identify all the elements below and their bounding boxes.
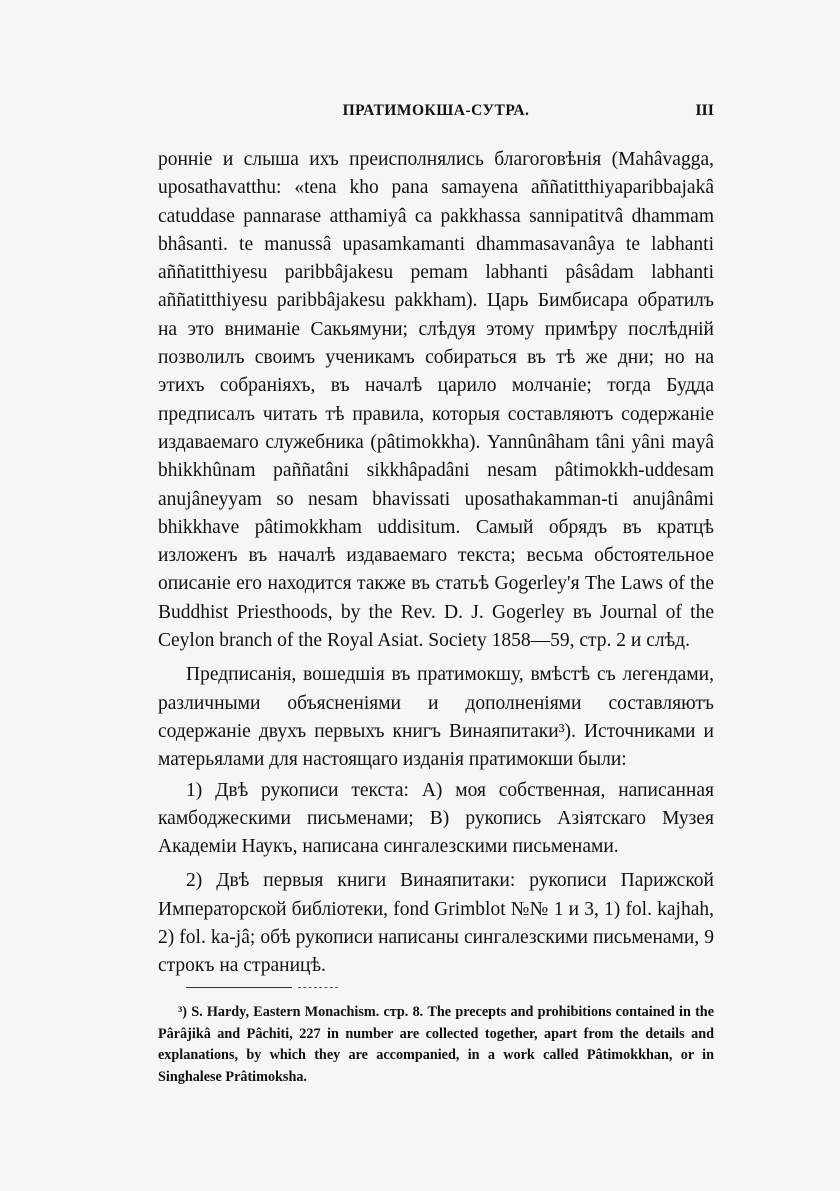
body-text: [158, 146, 714, 981]
paragraph-1: ронніе и слыша ихъ преисполнялись благоговѣнія (Mahâvagga, uposathavatthu: «tena kho pana samayena aññatitthiyaparibbajakâ catuddase pannarase atthamiyâ ca pakkhassa sannipatitvâ dhammam bhâsanti. te manussâ upasamkamanti dhammasavanâya te labhanti aññatitthiyesu paribbâjakesu pemam labhanti pâsâdam labhanti aññatitthiyesu paribbâjakesu pakkham). Царь Бимбисара обратилъ на это вниманіе Сакьямуни; слѣдуя этому примѣру послѣдній позволилъ своимъ ученикамъ собираться въ тѣ же дни; но на этихъ собраніяхъ, въ началѣ царило молчаніе; тогда Будда предписалъ читать тѣ правила, которыя составляютъ содержаніе издаваемаго служебника (pâtimokkha). Yannûnâham tâni yâni mayâ bhikkhûnam paññatâni sikkhâpadâni nesam pâtimokkh-uddesam anujâneyyam so nesam bhavissati uposathakamman-ti anujânâmi bhikkhave pâtimokkham uddisitum. Самый обрядъ въ кратцѣ изложенъ въ началѣ издаваемаго текста; весьма обстоятельное описаніе его находится также въ статьѣ Gogerley'я The Laws of the Buddhist Priesthoods, by the Rev. D. J. Gogerley въ Journal of the Ceylon branch of the Royal Asiat. Society 1858—59, стр. 2 и слѣд.: [158, 149, 714, 652]
running-head: [158, 102, 714, 126]
footnote: [158, 1002, 714, 1088]
paragraph-2: Предписанія, вошедшія въ пратимокшу, вмѣстѣ съ легендами, различными объясненіями и дополненіями составляютъ содержаніе двухъ первыхъ книгъ Винаяпитаки³). Источниками и матерьялами для настоящаго изданія пратимокши были:: [158, 664, 714, 771]
footnote-rule: [186, 987, 292, 988]
page-number: III: [695, 102, 714, 119]
running-title: ПРАТИМОКША-СУТРА.: [342, 102, 530, 119]
paragraph-4: 2) Двѣ первыя книги Винаяпитаки: рукописи Парижской Императорской библіотеки, fond Grimblot №№ 1 и 3, 1) fol. kajhah, 2) fol. ka-jâ; обѣ рукописи написаны сингалезскими письменами, 9 строкъ на страницѣ.: [158, 870, 714, 977]
footnote-text: ³) S. Hardy, Eastern Monachism. стр. 8. The precepts and prohibitions contained in the Pârâjikâ and Pâchiti, 227 in number are collected together, apart from the details and explanations, by which they are accompanied, in a work called Pâtimokkhan, or in Singhalese Prâtimoksha.: [158, 1004, 714, 1085]
footnote-rule-dash: [298, 987, 338, 988]
paragraph-3: 1) Двѣ рукописи текста: А) моя собственная, написанная камбоджескими письменами; В) рукопись Азіятскаго Музея Академіи Наукъ, написана сингалезскими письменами.: [158, 779, 714, 858]
